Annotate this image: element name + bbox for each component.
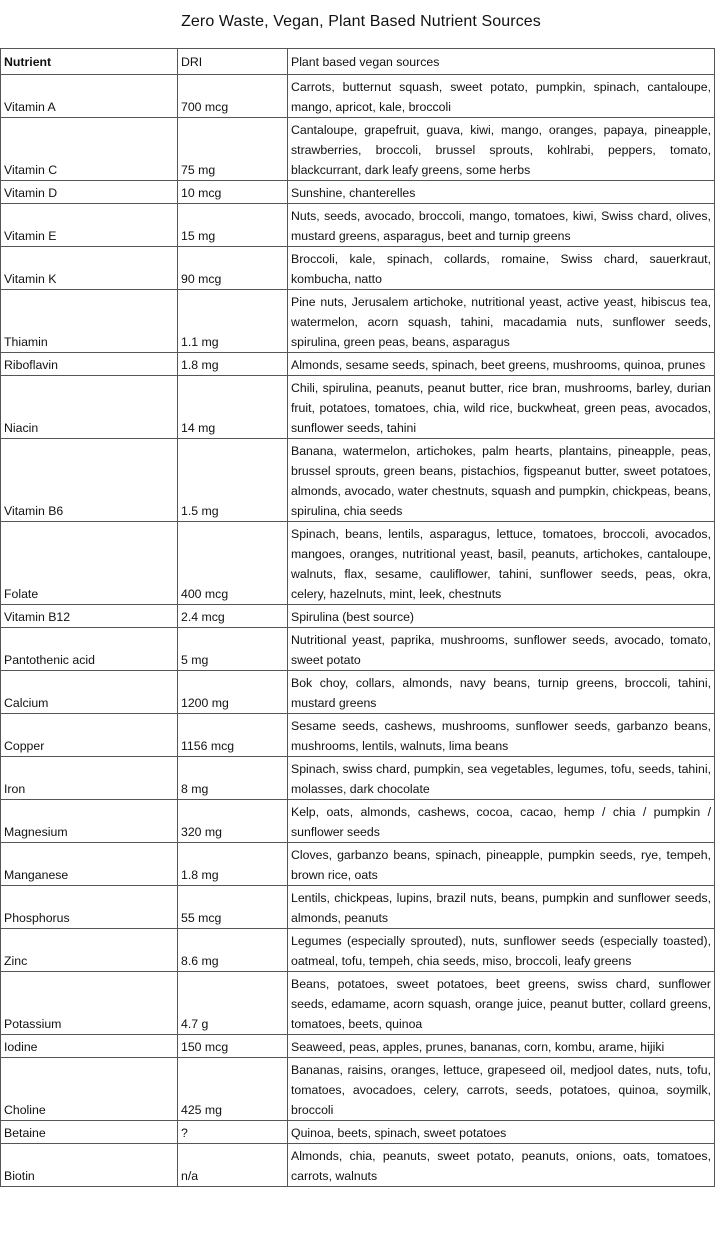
table-row <box>1 843 715 886</box>
header-sources: Plant based vegan sources <box>288 49 715 75</box>
sources-cell: Lentils, chickpeas, lupins, brazil nuts, beans, pumpkin and sunflower seeds, almonds, peanuts <box>288 886 715 929</box>
nutrient-cell: Pantothenic acid <box>1 628 178 671</box>
dri-cell: 8 mg <box>178 757 288 800</box>
table-row <box>1 1035 715 1058</box>
dri-cell: 10 mcg <box>178 181 288 204</box>
nutrient-cell: Copper <box>1 714 178 757</box>
nutrient-cell: Biotin <box>1 1144 178 1187</box>
table-row <box>1 247 715 290</box>
dri-cell: 1.8 mg <box>178 843 288 886</box>
nutrient-cell: Choline <box>1 1058 178 1121</box>
sources-cell: Bok choy, collars, almonds, navy beans, turnip greens, broccoli, tahini, mustard greens <box>288 671 715 714</box>
nutrient-cell: Zinc <box>1 929 178 972</box>
table-row <box>1 376 715 439</box>
nutrient-table <box>0 48 715 1187</box>
sources-cell: Spirulina (best source) <box>288 605 715 628</box>
table-row <box>1 886 715 929</box>
dri-cell: 14 mg <box>178 376 288 439</box>
dri-cell: 400 mcg <box>178 522 288 605</box>
dri-cell: 75 mg <box>178 118 288 181</box>
dri-cell: 320 mg <box>178 800 288 843</box>
sources-cell: Almonds, sesame seeds, spinach, beet greens, mushrooms, quinoa, prunes <box>288 353 715 376</box>
dri-cell: 1.1 mg <box>178 290 288 353</box>
nutrient-cell: Betaine <box>1 1121 178 1144</box>
nutrient-cell: Niacin <box>1 376 178 439</box>
nutrient-cell: Calcium <box>1 671 178 714</box>
dri-cell: 8.6 mg <box>178 929 288 972</box>
table-row <box>1 929 715 972</box>
nutrient-cell: Vitamin B6 <box>1 439 178 522</box>
sources-cell: Nuts, seeds, avocado, broccoli, mango, tomatoes, kiwi, Swiss chard, olives, mustard greens, asparagus, beet and turnip greens <box>288 204 715 247</box>
nutrient-cell: Vitamin A <box>1 75 178 118</box>
nutrient-cell: Iodine <box>1 1035 178 1058</box>
table-row <box>1 1144 715 1187</box>
sources-cell: Beans, potatoes, sweet potatoes, beet greens, swiss chard, sunflower seeds, edamame, acorn squash, orange juice, peanut butter, collard greens, tomatoes, beets, quinoa <box>288 972 715 1035</box>
sources-cell: Banana, watermelon, artichokes, palm hearts, plantains, pineapple, peas, brussel sprouts, green beans, pistachios, figspeanut butter, sweet potatoes, almonds, avocado, water chestnuts, squash and pumpkin, chickpeas, beans, spirulina, chia seeds <box>288 439 715 522</box>
nutrient-cell: Iron <box>1 757 178 800</box>
sources-cell: Carrots, butternut squash, sweet potato, pumpkin, spinach, cantaloupe, mango, apricot, kale, broccoli <box>288 75 715 118</box>
sources-cell: Legumes (especially sprouted), nuts, sunflower seeds (especially toasted), oatmeal, tofu, tempeh, chia seeds, miso, broccoli, leafy greens <box>288 929 715 972</box>
dri-cell: 1.8 mg <box>178 353 288 376</box>
nutrient-cell: Vitamin C <box>1 118 178 181</box>
nutrient-cell: Riboflavin <box>1 353 178 376</box>
nutrient-cell: Folate <box>1 522 178 605</box>
nutrient-cell: Vitamin K <box>1 247 178 290</box>
table-row <box>1 439 715 522</box>
dri-cell: 1.5 mg <box>178 439 288 522</box>
header-dri: DRI <box>178 49 288 75</box>
nutrient-cell: Phosphorus <box>1 886 178 929</box>
sources-cell: Sesame seeds, cashews, mushrooms, sunflower seeds, garbanzo beans, mushrooms, lentils, walnuts, lima beans <box>288 714 715 757</box>
nutrient-cell: Vitamin B12 <box>1 605 178 628</box>
header-row <box>1 49 715 75</box>
table-row <box>1 181 715 204</box>
table-row <box>1 671 715 714</box>
page-title: Zero Waste, Vegan, Plant Based Nutrient Sources <box>181 13 541 30</box>
table-row <box>1 800 715 843</box>
sources-cell: Chili, spirulina, peanuts, peanut butter, rice bran, mushrooms, barley, durian fruit, potatoes, tomatoes, chia, wild rice, buckwheat, green peas, avocados, sunflower seeds, tahini <box>288 376 715 439</box>
dri-cell: 700 mcg <box>178 75 288 118</box>
sources-cell: Cloves, garbanzo beans, spinach, pineapple, pumpkin seeds, rye, tempeh, brown rice, oats <box>288 843 715 886</box>
sources-cell: Sunshine, chanterelles <box>288 181 715 204</box>
table-row <box>1 714 715 757</box>
table-row <box>1 75 715 118</box>
table-row <box>1 522 715 605</box>
table-row <box>1 1058 715 1121</box>
nutrient-cell: Manganese <box>1 843 178 886</box>
sources-cell: Bananas, raisins, oranges, lettuce, grapeseed oil, medjool dates, nuts, tofu, tomatoes, avocadoes, celery, carrots, seeds, potatoes, quinoa, soymilk, broccoli <box>288 1058 715 1121</box>
dri-cell: 1200 mg <box>178 671 288 714</box>
table-row <box>1 628 715 671</box>
header-nutrient: Nutrient <box>1 49 178 75</box>
dri-cell: 90 mcg <box>178 247 288 290</box>
sources-cell: Almonds, chia, peanuts, sweet potato, peanuts, onions, oats, tomatoes, carrots, walnuts <box>288 1144 715 1187</box>
sources-cell: Spinach, beans, lentils, asparagus, lettuce, tomatoes, broccoli, avocados, mangoes, oranges, nutritional yeast, basil, peanuts, artichokes, cantaloupe, walnuts, flax, sesame, cauliflower, tahini, sunflower seeds, peas, okra, celery, hazelnuts, mint, leek, chestnuts <box>288 522 715 605</box>
dri-cell: n/a <box>178 1144 288 1187</box>
nutrient-cell: Vitamin D <box>1 181 178 204</box>
nutrient-cell: Potassium <box>1 972 178 1035</box>
dri-cell: 15 mg <box>178 204 288 247</box>
nutrient-cell: Magnesium <box>1 800 178 843</box>
dri-cell: 4.7 g <box>178 972 288 1035</box>
dri-cell: 150 mcg <box>178 1035 288 1058</box>
dri-cell: 55 mcg <box>178 886 288 929</box>
dri-cell: 425 mg <box>178 1058 288 1121</box>
table-row <box>1 204 715 247</box>
dri-cell: ? <box>178 1121 288 1144</box>
nutrient-cell: Vitamin E <box>1 204 178 247</box>
sources-cell: Broccoli, kale, spinach, collards, romaine, Swiss chard, sauerkraut, kombucha, natto <box>288 247 715 290</box>
sources-cell: Spinach, swiss chard, pumpkin, sea vegetables, legumes, tofu, seeds, tahini, molasses, dark chocolate <box>288 757 715 800</box>
dri-cell: 1156 mcg <box>178 714 288 757</box>
sources-cell: Nutritional yeast, paprika, mushrooms, sunflower seeds, avocado, tomato, sweet potato <box>288 628 715 671</box>
sources-cell: Kelp, oats, almonds, cashews, cocoa, cacao, hemp / chia / pumpkin / sunflower seeds <box>288 800 715 843</box>
dri-cell: 2.4 mcg <box>178 605 288 628</box>
nutrient-cell: Thiamin <box>1 290 178 353</box>
sources-cell: Seaweed, peas, apples, prunes, bananas, corn, kombu, arame, hijiki <box>288 1035 715 1058</box>
table-row <box>1 290 715 353</box>
sources-cell: Cantaloupe, grapefruit, guava, kiwi, mango, oranges, papaya, pineapple, strawberries, broccoli, brussel sprouts, kohlrabi, peppers, tomato, blackcurrant, dark leafy greens, some herbs <box>288 118 715 181</box>
table-row <box>1 605 715 628</box>
table-row <box>1 353 715 376</box>
table-row <box>1 757 715 800</box>
sources-cell: Pine nuts, Jerusalem artichoke, nutritional yeast, active yeast, hibiscus tea, watermelon, acorn squash, tahini, macadamia nuts, sunflower seeds, spirulina, green peas, beans, asparagus <box>288 290 715 353</box>
table-row <box>1 972 715 1035</box>
table-row <box>1 118 715 181</box>
sources-cell: Quinoa, beets, spinach, sweet potatoes <box>288 1121 715 1144</box>
dri-cell: 5 mg <box>178 628 288 671</box>
table-row <box>1 1121 715 1144</box>
